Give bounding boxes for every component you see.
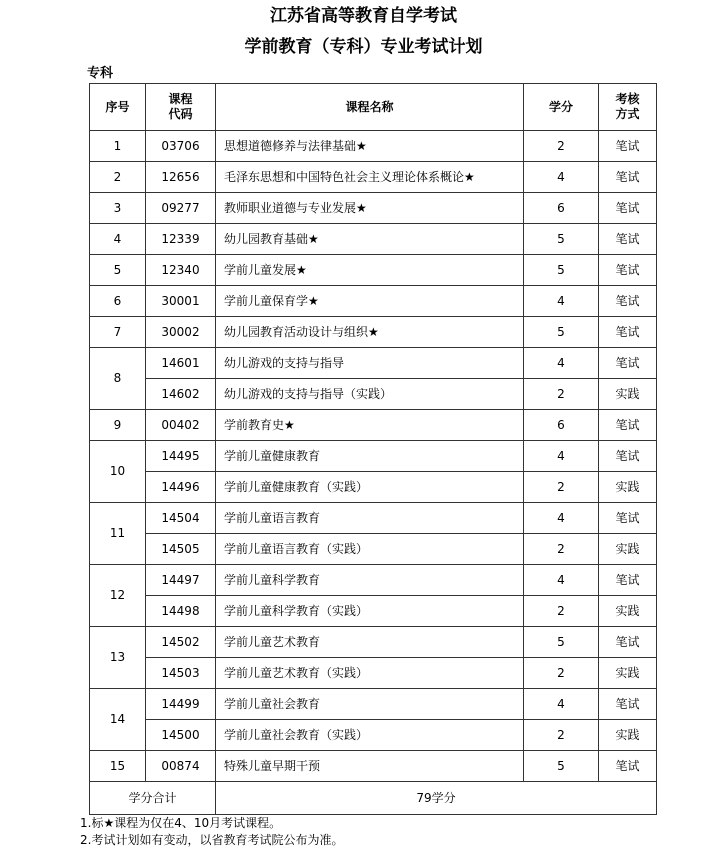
cell-name: 学前儿童社会教育（实践） — [216, 720, 524, 751]
cell-name: 学前儿童艺术教育（实践） — [216, 658, 524, 689]
cell-code: 00402 — [146, 410, 216, 441]
cell-code: 09277 — [146, 193, 216, 224]
notes — [80, 815, 343, 849]
cell-method: 实践 — [599, 720, 657, 751]
cell-seq: 6 — [90, 286, 146, 317]
cell-code: 14497 — [146, 565, 216, 596]
cell-code: 14503 — [146, 658, 216, 689]
cell-name: 幼儿游戏的支持与指导 — [216, 348, 524, 379]
table-row — [90, 503, 657, 534]
header-code-line1: 课程 — [168, 92, 193, 106]
level-label: 专科 — [87, 66, 114, 81]
cell-method: 笔试 — [599, 441, 657, 472]
header-code-line2: 代码 — [168, 107, 193, 121]
table-header-row — [90, 84, 657, 131]
cell-seq: 9 — [90, 410, 146, 441]
cell-name: 学前儿童科学教育 — [216, 565, 524, 596]
cell-credit: 5 — [524, 317, 599, 348]
table-row — [90, 658, 657, 689]
cell-code: 14602 — [146, 379, 216, 410]
cell-credit: 4 — [524, 689, 599, 720]
header-method — [599, 84, 657, 131]
cell-method: 笔试 — [599, 751, 657, 782]
table-row — [90, 751, 657, 782]
cell-credit: 4 — [524, 162, 599, 193]
total-value: 79学分 — [216, 782, 657, 815]
cell-code: 00874 — [146, 751, 216, 782]
cell-method: 笔试 — [599, 627, 657, 658]
table-row — [90, 410, 657, 441]
cell-credit: 2 — [524, 720, 599, 751]
note-2: 2.考试计划如有变动，以省教育考试院公布为准。 — [80, 833, 344, 847]
cell-method: 笔试 — [599, 348, 657, 379]
cell-seq: 2 — [90, 162, 146, 193]
cell-name: 思想道德修养与法律基础★ — [216, 131, 524, 162]
cell-name: 学前儿童社会教育 — [216, 689, 524, 720]
header-seq: 序号 — [90, 84, 146, 131]
cell-name: 学前儿童语言教育（实践） — [216, 534, 524, 565]
cell-credit: 2 — [524, 131, 599, 162]
cell-seq: 3 — [90, 193, 146, 224]
table-row — [90, 627, 657, 658]
cell-method: 笔试 — [599, 255, 657, 286]
cell-name: 学前教育史★ — [216, 410, 524, 441]
cell-seq: 7 — [90, 317, 146, 348]
cell-name: 学前儿童发展★ — [216, 255, 524, 286]
cell-code: 14502 — [146, 627, 216, 658]
cell-code: 14504 — [146, 503, 216, 534]
cell-method: 笔试 — [599, 224, 657, 255]
cell-code: 30002 — [146, 317, 216, 348]
cell-credit: 6 — [524, 193, 599, 224]
cell-code: 14505 — [146, 534, 216, 565]
cell-code: 30001 — [146, 286, 216, 317]
cell-seq: 8 — [90, 348, 146, 410]
table-row — [90, 193, 657, 224]
cell-credit: 5 — [524, 255, 599, 286]
table-row — [90, 472, 657, 503]
cell-credit: 4 — [524, 565, 599, 596]
cell-seq: 1 — [90, 131, 146, 162]
cell-name: 教师职业道德与专业发展★ — [216, 193, 524, 224]
cell-method: 笔试 — [599, 162, 657, 193]
cell-name: 学前儿童保育学★ — [216, 286, 524, 317]
cell-method: 实践 — [599, 658, 657, 689]
cell-method: 笔试 — [599, 286, 657, 317]
cell-method: 实践 — [599, 596, 657, 627]
cell-name: 学前儿童语言教育 — [216, 503, 524, 534]
cell-credit: 4 — [524, 286, 599, 317]
header-name: 课程名称 — [216, 84, 524, 131]
exam-plan-table — [89, 83, 657, 815]
cell-code: 14496 — [146, 472, 216, 503]
cell-credit: 5 — [524, 751, 599, 782]
cell-credit: 5 — [524, 627, 599, 658]
cell-credit: 2 — [524, 534, 599, 565]
cell-name: 幼儿园教育基础★ — [216, 224, 524, 255]
table-row — [90, 565, 657, 596]
cell-seq: 14 — [90, 689, 146, 751]
cell-name: 特殊儿童早期干预 — [216, 751, 524, 782]
cell-credit: 4 — [524, 503, 599, 534]
header-method-line2: 方式 — [615, 107, 640, 121]
cell-seq: 12 — [90, 565, 146, 627]
cell-code: 14495 — [146, 441, 216, 472]
cell-seq: 11 — [90, 503, 146, 565]
document-title: 江苏省高等教育自学考试 — [270, 6, 457, 26]
cell-seq: 13 — [90, 627, 146, 689]
cell-method: 笔试 — [599, 689, 657, 720]
cell-seq: 15 — [90, 751, 146, 782]
table-row — [90, 348, 657, 379]
cell-method: 笔试 — [599, 565, 657, 596]
cell-credit: 6 — [524, 410, 599, 441]
cell-credit: 2 — [524, 596, 599, 627]
table-row — [90, 379, 657, 410]
table-body — [90, 131, 657, 782]
cell-code: 14498 — [146, 596, 216, 627]
cell-credit: 4 — [524, 348, 599, 379]
table-row — [90, 224, 657, 255]
cell-credit: 5 — [524, 224, 599, 255]
cell-credit: 2 — [524, 379, 599, 410]
cell-method: 笔试 — [599, 410, 657, 441]
table-row — [90, 255, 657, 286]
cell-code: 14601 — [146, 348, 216, 379]
cell-code: 12656 — [146, 162, 216, 193]
table-row — [90, 317, 657, 348]
cell-name: 幼儿园教育活动设计与组织★ — [216, 317, 524, 348]
cell-credit: 2 — [524, 472, 599, 503]
cell-name: 学前儿童艺术教育 — [216, 627, 524, 658]
cell-seq: 5 — [90, 255, 146, 286]
cell-method: 实践 — [599, 379, 657, 410]
cell-method: 笔试 — [599, 131, 657, 162]
table-row — [90, 162, 657, 193]
header-method-line1: 考核 — [615, 92, 640, 106]
note-1: 1.标★课程为仅在4、10月考试课程。 — [80, 816, 282, 830]
cell-method: 笔试 — [599, 503, 657, 534]
table-row — [90, 131, 657, 162]
cell-code: 03706 — [146, 131, 216, 162]
table-row — [90, 441, 657, 472]
document-subtitle: 学前教育（专科）专业考试计划 — [244, 37, 483, 57]
cell-credit: 4 — [524, 441, 599, 472]
header-credit: 学分 — [524, 84, 599, 131]
cell-seq: 10 — [90, 441, 146, 503]
table-row — [90, 720, 657, 751]
cell-method: 实践 — [599, 534, 657, 565]
cell-method: 笔试 — [599, 317, 657, 348]
total-row — [90, 782, 657, 815]
cell-code: 14499 — [146, 689, 216, 720]
cell-credit: 2 — [524, 658, 599, 689]
cell-name: 学前儿童健康教育 — [216, 441, 524, 472]
cell-code: 14500 — [146, 720, 216, 751]
cell-seq: 4 — [90, 224, 146, 255]
cell-method: 笔试 — [599, 193, 657, 224]
header-code — [146, 84, 216, 131]
cell-name: 幼儿游戏的支持与指导（实践） — [216, 379, 524, 410]
total-label: 学分合计 — [90, 782, 216, 815]
cell-name: 学前儿童科学教育（实践） — [216, 596, 524, 627]
cell-code: 12339 — [146, 224, 216, 255]
cell-method: 实践 — [599, 472, 657, 503]
cell-code: 12340 — [146, 255, 216, 286]
table-row — [90, 689, 657, 720]
cell-name: 毛泽东思想和中国特色社会主义理论体系概论★ — [216, 162, 524, 193]
table-row — [90, 286, 657, 317]
table-row — [90, 596, 657, 627]
cell-name: 学前儿童健康教育（实践） — [216, 472, 524, 503]
table-row — [90, 534, 657, 565]
